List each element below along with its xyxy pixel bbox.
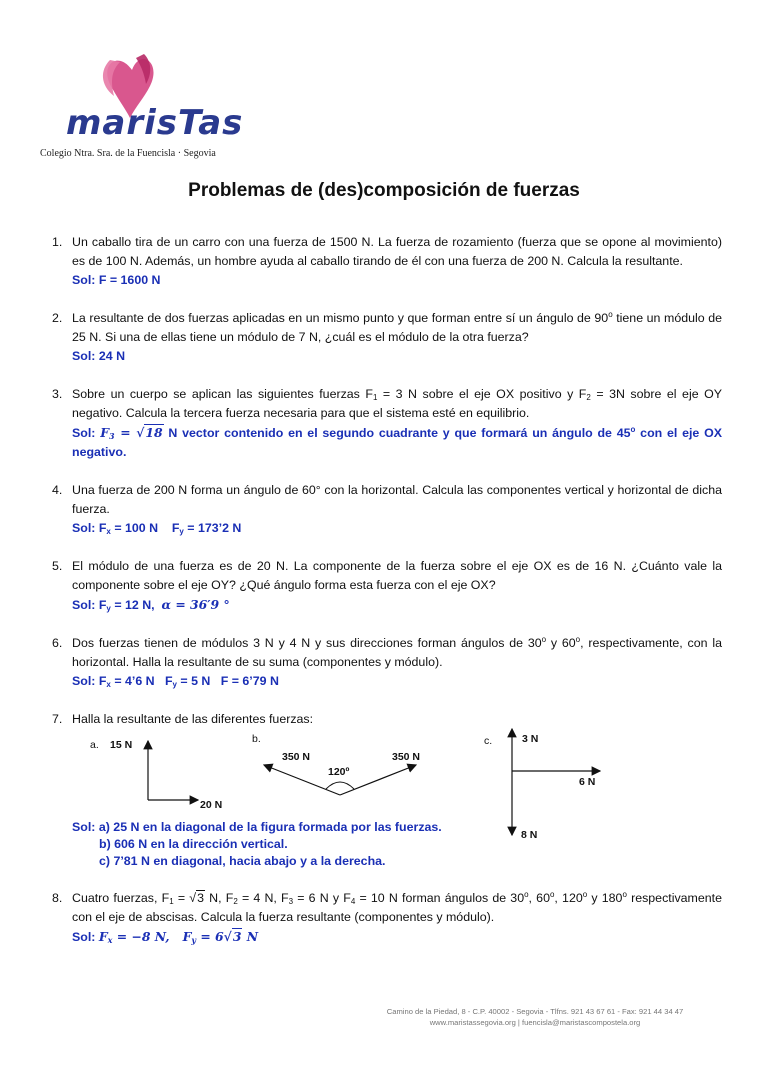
diagram-b-force-2: 350 N: [392, 751, 421, 763]
problem-number: 1.: [52, 235, 63, 249]
diagram-b-label: b.: [252, 733, 261, 745]
problem-text: Una fuerza de 200 N forma un ángulo de 60° con la horizontal. Calcula las componentes vertical y horizontal de dicha fuerza.: [72, 483, 722, 516]
footer: [340, 1006, 730, 1028]
problem-list: [52, 233, 722, 947]
diagram-a-force-2: 20 N: [200, 799, 223, 811]
solution: Sol: $F_3 = √18$ N vector contenido en el segundo cuadrante y que formará un ángulo de 45$^o$ con el eje OX negativo.: [72, 425, 722, 459]
solution: Sol: 24 N: [72, 349, 126, 363]
problem-number: 7.: [52, 712, 63, 726]
solution: Sol: F = 1600 N: [72, 273, 161, 287]
diagram-c-force-2: 6 N: [579, 776, 596, 788]
logo-wordmark: marisTas: [66, 103, 244, 143]
problem-text: Un caballo tira de un carro con una fuerza de 1500 N. La fuerza de rozamiento (fuerza que se opone al movimiento) es de 100 N. Además, un hombre ayuda al caballo tirando de él con una fuerza de 200 N. Calcula la resultante.: [72, 235, 722, 268]
problem-2: [52, 309, 722, 366]
diagram-a: [90, 739, 222, 811]
diagram-a-label: a.: [90, 739, 99, 751]
diagram-a-force-1: 15 N: [110, 739, 133, 751]
problem-7: [52, 710, 722, 870]
diagram-c-force-1: 3 N: [522, 733, 539, 745]
solution: Sol: $F_x = -8$ N, $F_y = 6√3$ N: [72, 929, 259, 945]
solution: Sol: $F_y = 12$ N, α = 36′9 °: [72, 597, 230, 613]
problem-6: [52, 634, 722, 691]
problem-number: 4.: [52, 483, 63, 497]
diagram-b-angle: 120º: [328, 766, 350, 778]
problem-number: 6.: [52, 636, 63, 650]
problem-text: Sobre un cuerpo se aplican las siguientes fuerzas $F_1 = 3$ N sobre el eje OX positivo y $F_2 = 3N$ sobre el eje OY negativo. Calcula la tercera fuerza necesaria para que el sistema esté en equilibrio.: [72, 387, 722, 420]
problem-4: [52, 481, 722, 538]
footer-contact[interactable]: www.maristassegovia.org | fuencisla@maristascompostela.org: [429, 1018, 641, 1027]
solution: Sol: a) 25 N en la diagonal de la figura formada por las fuerzas. b) 606 N en la dirección vertical. c) 7’81 N en diagonal, hacia abajo y a la derecha.: [72, 820, 442, 868]
problem-text: Halla la resultante de las diferentes fuerzas:: [72, 712, 314, 726]
problem-text: Cuatro fuerzas, $F_1 = √3$ N, $F_2 = 4$ N, $F_3 = 6$ N y $F_4 = 10$ N forman ángulos de 30$^o$, 60$^o$, 120$^o$ y 180$^o$ respectivamente con el eje de abscisas. Calcula la fuerza resultante (componentes y módulo).: [72, 890, 722, 924]
problem-3: [52, 385, 722, 462]
problem-text: La resultante de dos fuerzas aplicadas en un mismo punto y que forman entre sí un ángulo de 90$^o$ tiene un módulo de 25 N. Si una de ellas tiene un módulo de 7 N, ¿cuál es el módulo de la otra fuerza?: [72, 310, 723, 344]
solution: Sol: $F_x = 100$ N $F_y$ = 173’2 N: [72, 521, 242, 536]
problem-number: 5.: [52, 559, 63, 573]
diagram-c-force-3: 8 N: [521, 829, 538, 839]
problem-number: 2.: [52, 311, 63, 325]
problem-number: 3.: [52, 387, 63, 401]
page-title: Problemas de (des)composición de fuerzas: [188, 180, 580, 201]
problem-number: 8.: [52, 891, 63, 905]
arrow-up-right: [340, 765, 416, 795]
problem-text: El módulo de una fuerza es de 20 N. La componente de la fuerza sobre el eje OX es de 16 N. ¿Cuánto vale la componente sobre el eje OY? ¿Qué ángulo forma esta fuerza con el eje OX?: [72, 559, 722, 592]
solution: Sol: $F_x$ = 4’6 N $F_y = 5$ N F = 6’79 N: [72, 674, 279, 689]
diagram-b: [252, 733, 420, 795]
problem-5: [52, 557, 722, 615]
problem-8: [52, 889, 722, 947]
school-name: Colegio Ntra. Sra. de la Fuencisla · Segovia: [40, 148, 216, 159]
problem-text: Dos fuerzas tienen de módulos 3 N y 4 N y sus direcciones forman ángulos de 30$^o$ y 60$^o$, respectivamente, con la horizontal. Halla la resultante de su suma (componentes y módulo).: [72, 635, 722, 669]
footer-address: Camino de la Piedad, 8 - C.P. 40002 - Segovia - Tlfns. 921 43 67 61 - Fax: 921 44 34 47: [386, 1007, 684, 1016]
diagram-c-label: c.: [484, 735, 493, 747]
diagram-b-force-1: 350 N: [282, 751, 311, 763]
problem-1: [52, 233, 722, 290]
